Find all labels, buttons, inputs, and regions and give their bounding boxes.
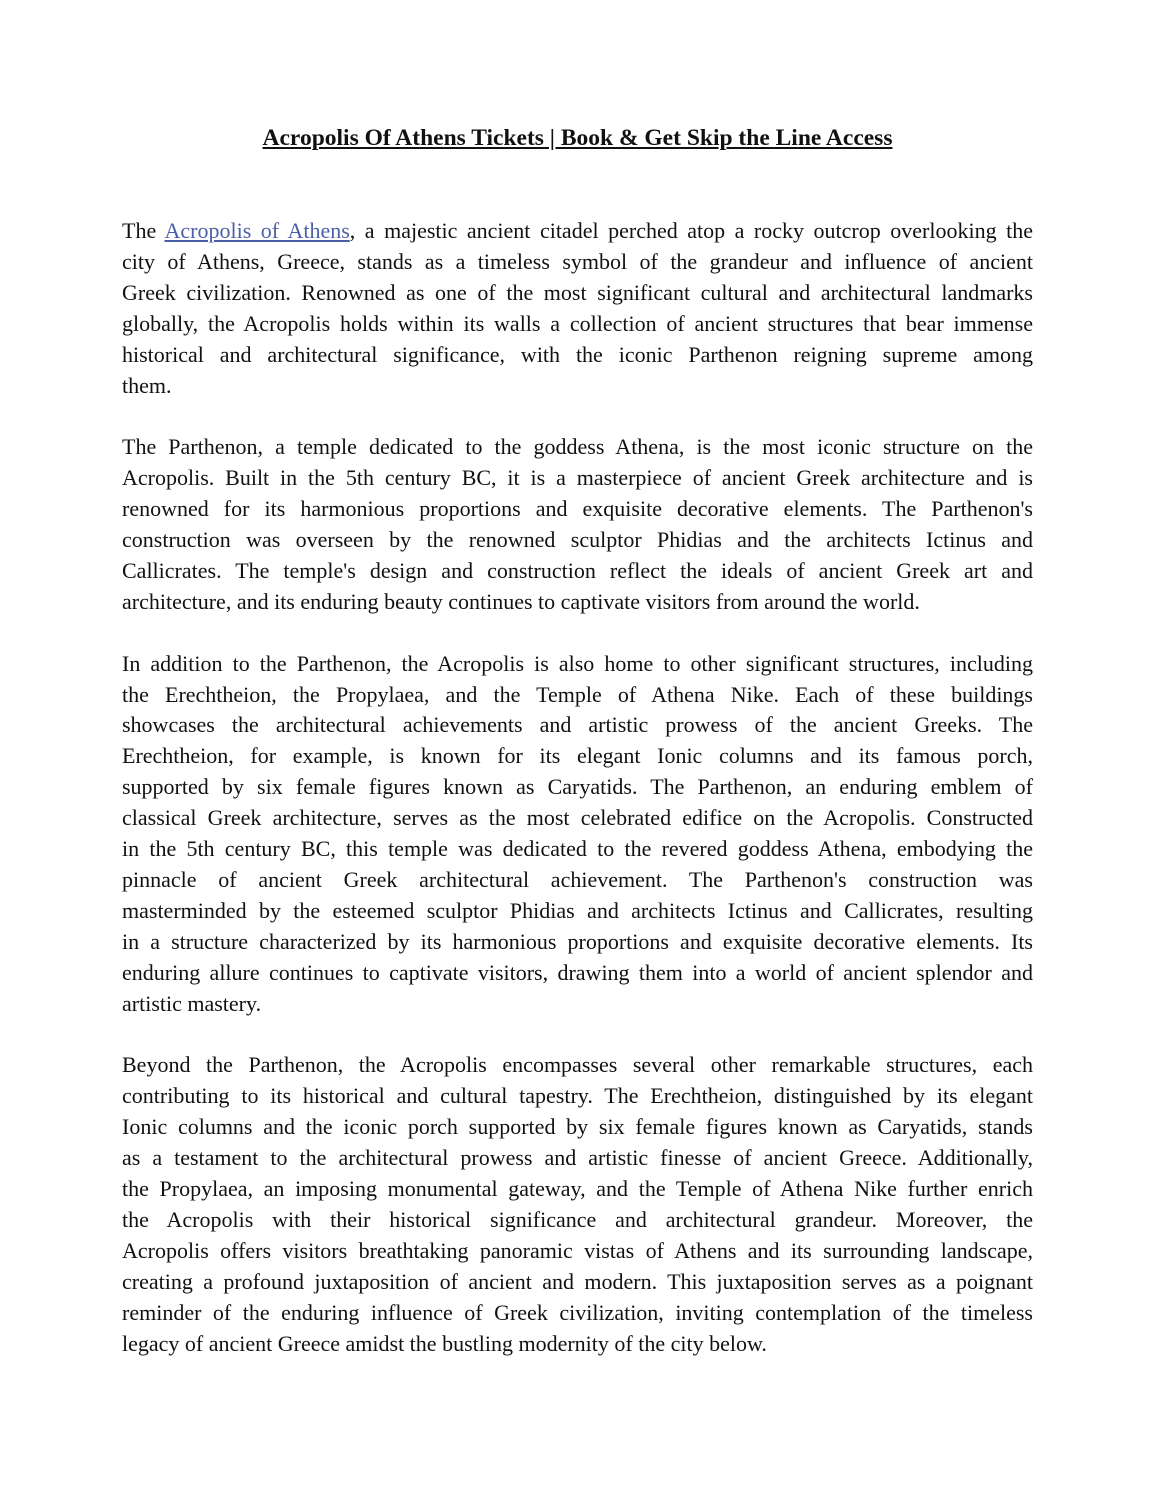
paragraph-other-structures xyxy=(122,649,1033,1020)
page-title: Acropolis Of Athens Tickets | Book & Get Skip the Line Access xyxy=(262,125,893,151)
text-line: the Erechtheion, the Propylaea, and the Temple of Athena Nike. Each of these buildings xyxy=(122,681,1033,707)
text-line: Acropolis. Built in the 5th century BC, it is a masterpiece of ancient Greek architecture and is xyxy=(122,465,1033,491)
text-line: the Propylaea, an imposing monumental gateway, and the Temple of Athena Nike further enrich xyxy=(122,1176,1033,1202)
text-line: in a structure characterized by its harmonious proportions and exquisite decorative elements. Its xyxy=(122,928,1033,954)
text-line: Beyond the Parthenon, the Acropolis encompasses several other remarkable structures, each xyxy=(122,1052,1033,1078)
text-line: the Acropolis with their historical significance and architectural grandeur. Moreover, the xyxy=(122,1206,1033,1232)
text-line: In addition to the Parthenon, the Acropolis is also home to other significant structures, including xyxy=(122,650,1033,676)
text-span: , a majestic ancient citadel perched atop a rocky outcrop overlooking the xyxy=(349,218,1033,243)
text-line: contributing to its historical and cultural tapestry. The Erechtheion, distinguished by its elegant xyxy=(122,1083,1033,1109)
text-line: The Parthenon, a temple dedicated to the goddess Athena, is the most iconic structure on the xyxy=(122,434,1033,460)
text-line: masterminded by the esteemed sculptor Phidias and architects Ictinus and Callicrates, resulting xyxy=(122,897,1033,923)
text-line: city of Athens, Greece, stands as a timeless symbol of the grandeur and influence of ancient xyxy=(122,248,1033,274)
text-line: creating a profound juxtaposition of ancient and modern. This juxtaposition serves as a poignant xyxy=(122,1268,1033,1294)
document-body xyxy=(122,216,1033,1390)
text-line: historical and architectural significance, with the iconic Parthenon reigning supreme among xyxy=(122,341,1033,367)
paragraph-beyond xyxy=(122,1050,1033,1359)
text-line: pinnacle of ancient Greek architectural achievement. The Parthenon's construction was xyxy=(122,867,1033,892)
text-span: The xyxy=(122,218,165,243)
text-line: Acropolis offers visitors breathtaking panoramic vistas of Athens and its surrounding landscape, xyxy=(122,1237,1033,1263)
text-line: enduring allure continues to captivate visitors, drawing them into a world of ancient splendor and xyxy=(122,959,1033,985)
text-line: Erechtheion, for example, is known for its elegant Ionic columns and its famous porch, xyxy=(122,743,1033,769)
text-line: globally, the Acropolis holds within its walls a collection of ancient structures that bear immense xyxy=(122,310,1033,336)
text-line: reminder of the enduring influence of Greek civilization, inviting contemplation of the timeless xyxy=(122,1299,1033,1325)
text-line: them. xyxy=(122,372,172,398)
text-line: artistic mastery. xyxy=(122,990,262,1016)
text-line: Ionic columns and the iconic porch supported by six female figures known as Caryatids, stands xyxy=(122,1114,1033,1140)
text-line: classical Greek architecture, serves as the most celebrated edifice on the Acropolis. Constructed xyxy=(122,805,1033,831)
text-line: construction was overseen by the renowned sculptor Phidias and the architects Ictinus and xyxy=(122,527,1033,553)
text-line: in the 5th century BC, this temple was dedicated to the revered goddess Athena, embodying the xyxy=(122,836,1033,862)
text-line: Greek civilization. Renowned as one of the most significant cultural and architectural landmarks xyxy=(122,279,1033,305)
text-line: renowned for its harmonious proportions and exquisite decorative elements. The Parthenon's xyxy=(122,496,1033,522)
paragraph-intro xyxy=(122,216,1033,401)
paragraph-parthenon xyxy=(122,432,1033,617)
text-line: as a testament to the architectural prowess and artistic finesse of ancient Greece. Additionally, xyxy=(122,1145,1033,1171)
acropolis-link[interactable]: Acropolis of Athens xyxy=(164,218,350,243)
text-line: Callicrates. The temple's design and construction reflect the ideals of ancient Greek art and xyxy=(122,557,1033,583)
text-line xyxy=(122,216,1033,247)
text-line: legacy of ancient Greece amidst the bustling modernity of the city below. xyxy=(122,1330,767,1356)
text-line: supported by six female figures known as Caryatids. The Parthenon, an enduring emblem of xyxy=(122,774,1033,800)
text-line: architecture, and its enduring beauty continues to captivate visitors from around the world. xyxy=(122,588,920,614)
text-line: showcases the architectural achievements and artistic prowess of the ancient Greeks. The xyxy=(122,712,1033,738)
